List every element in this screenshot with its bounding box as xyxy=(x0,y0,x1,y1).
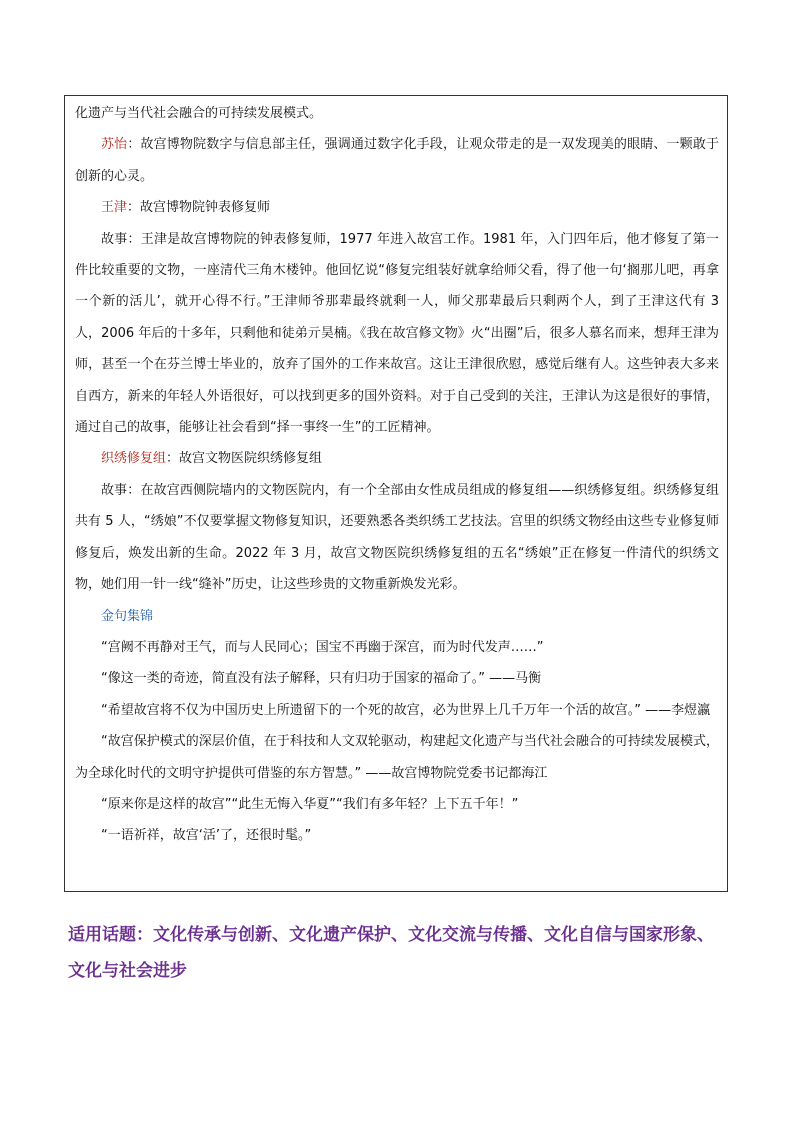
quote-item: “故宫保护模式的深层价值，在于科技和人文双轮驱动，构建起文化遗产与当代社会融合的可持续发展模式，为全球化时代的文明守护提供可借鉴的东方智慧。” ——故宫博物院党委书记都海江 xyxy=(75,734,719,781)
su-yi-name: 苏怡 xyxy=(101,137,128,153)
quote-item: “宫阙不再静对王气，而与人民同心；国宝不再幽于深宫，而为时代发声……” xyxy=(101,639,544,655)
embroidery-story: 故事：在故宫西侧院墙内的文物医院内，有一个全部由女性成员组成的修复组——织绣修复组。织绣修复组共有 5 人，“绣娘”不仅要掌握文物修复知识，还要熟悉各类织绣工艺技法。宫里的织绣文物经由这些专业修复师修复后，焕发出新的生命。2022 年 3 月，故宫文物医院织绣修复组的五名“绣娘”正在修复一件清代的织绣文物，她们用一针一线“缝补”历史，让这些珍贵的文物重新焕发光彩。 xyxy=(75,482,719,593)
quote-item: “希望故宫将不仅为中国历史上所遗留下的一个死的故宫，必为世界上几千万年一个活的故宫。” ——李煜瀛 xyxy=(101,702,711,718)
embroidery-name: 织绣修复组 xyxy=(101,451,167,467)
wang-jin-name: 王津 xyxy=(101,200,128,216)
quote-item: “像这一类的奇迹，简直没有法子解释，只有归功于国家的福命了。” ——马衡 xyxy=(101,671,542,687)
quote-item: “一语祈祥，故宫‘活’了，还很时髦。” xyxy=(101,828,312,844)
embroidery-heading xyxy=(75,443,719,474)
su-yi-text: ：故宫博物院数字与信息部主任，强调通过数字化手段，让观众带走的是一双发现美的眼睛、一颗敢于创新的心灵。 xyxy=(75,137,719,184)
quotes-title: 金句集锦 xyxy=(101,608,154,624)
wang-jin-heading xyxy=(75,192,719,223)
intro-tail: 化遗产与当代社会融合的可持续发展模式。 xyxy=(75,106,323,121)
su-yi-paragraph xyxy=(75,129,719,192)
applicable-topics: 适用话题：文化传承与创新、文化遗产保护、文化交流与传播、文化自信与国家形象、文化与社会进步 xyxy=(68,925,714,981)
embroidery-title: ：故宫文物医院织绣修复组 xyxy=(166,451,323,467)
wang-jin-story: 故事：王津是故宫博物院的钟表修复师，1977 年进入故宫工作。1981 年，入门四年后，他才修复了第一件比较重要的文物，一座清代三角木楼钟。他回忆说“修复完组装好就拿给师父看，得了他一句‘搁那儿吧，再拿一个新的活儿’，就开心得不行。”王津师爷那辈最终就剩一人，师父那辈最后只剩两个人，到了王津这代有 3 人，2006 年后的十多年，只剩他和徒弟亓昊楠。《我在故宫修文物》火“出圈”后，很多人慕名而来，想拜王津为师，甚至一个在芬兰博士毕业的，放弃了国外的工作来故宫。这让王津很欣慰，感觉后继有人。这些钟表大多来自西方，新来的年轻人外语很好，可以找到更多的国外资料。对于自己受到的关注，王津认为这是很好的事情，通过自己的故事，能够让社会看到“择一事终一生”的工匠精神。 xyxy=(75,231,719,436)
wang-jin-title: ：故宫博物院钟表修复师 xyxy=(127,200,271,216)
quote-item: “原来你是这样的故宫”“此生无悔入华夏”“我们有多年轻？上下五千年！” xyxy=(101,796,519,812)
content-box xyxy=(64,95,728,892)
